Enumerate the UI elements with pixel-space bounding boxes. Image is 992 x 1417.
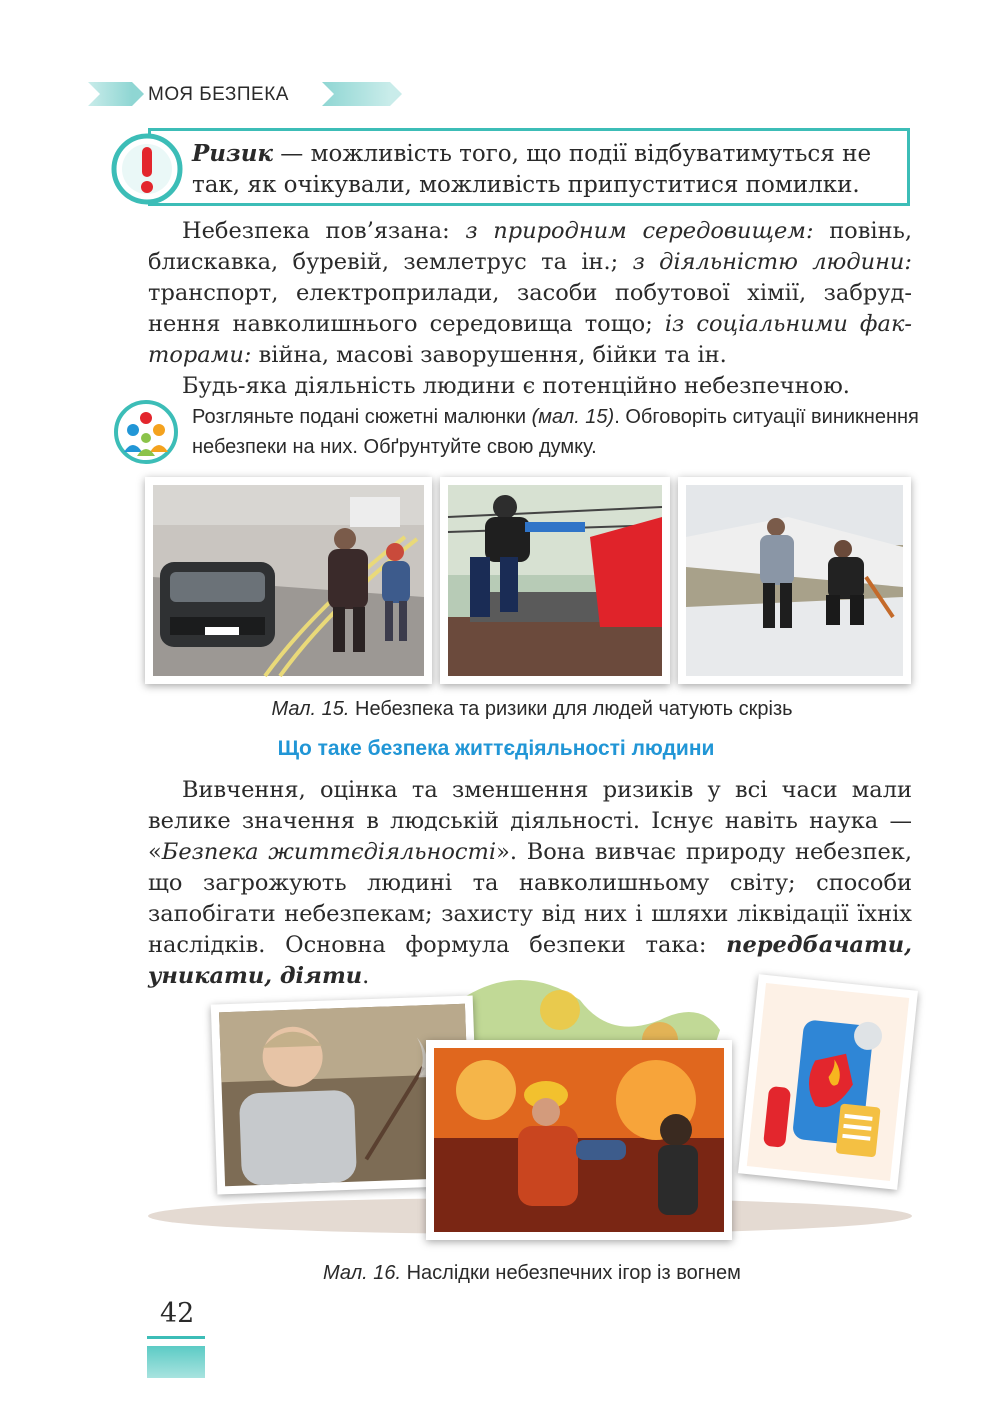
paragraph-dangers (148, 216, 912, 402)
page-number-decor (147, 1346, 205, 1378)
text-italic: з природним середовищем: (465, 218, 814, 244)
text-italic: з діяльністю людини: (632, 249, 912, 275)
text-run: війна, масові заворушення, бійки та ін. (251, 342, 727, 368)
text-italic: із соціальними факторами: (148, 311, 912, 368)
caption-text: Небезпека та ризики для людей чатують скрізь (349, 698, 793, 720)
text-run: Небезпека пов’язана: (182, 218, 466, 244)
group-discussion-icon (114, 400, 178, 464)
photo-road-crossing (145, 477, 432, 684)
section-heading: Що таке безпека життєдіяльності людини (277, 737, 715, 760)
figure-16-caption (0, 1262, 992, 1285)
photo-ice-floe (678, 477, 911, 684)
text-run: ». Вона вивчає природу небезпек, що загрожують людині та навколишньому світу; способи запобігати небезпекам; захисту від них і шляхи ліквідації їхніх наслідків. Основна формула безпеки така: (148, 839, 912, 958)
text-run: повінь, блискавка, буревій, землетрус та ін.; (148, 218, 912, 275)
definition-text (192, 138, 904, 201)
task-text (192, 402, 922, 462)
section-title: МОЯ БЕЗПЕКА (148, 84, 289, 105)
text-run: Вивчення, оцінка та зменшення ризиків у всі часи мали велике значення в людській діяльності. Існує навіть наука — « (148, 777, 912, 865)
figure-label: Мал. 16. (323, 1262, 402, 1284)
text-run: Будь-яка діяльність людини є потенційно небезпечною. (182, 373, 850, 399)
definition-term: Ризик (192, 140, 273, 167)
text-run: Розгляньте подані сюжетні малюнки (192, 406, 532, 428)
illustration-fire-safety (738, 974, 918, 1190)
figure-label: Мал. 15. (271, 698, 350, 720)
page-number-rule (147, 1336, 205, 1339)
header-decor-left (88, 82, 132, 106)
header-decor-right (322, 82, 390, 106)
text-run: . (362, 963, 370, 989)
text-italic: Безпека життєдіяльності (161, 839, 497, 865)
caption-text: Наслідки небезпечних ігор із вогнем (401, 1262, 741, 1284)
photo-train-climber (440, 477, 670, 684)
definition-body: — можливість того, що події відбуватимуться не так, як очікували, можливість припуститися помилки. (192, 141, 872, 198)
photo-firefighter-rescue (426, 1040, 732, 1240)
text-bold-italic: передбачати, уникати, діяти (148, 932, 912, 989)
paragraph-life-safety (148, 775, 912, 992)
text-run: . Обговоріть ситуації виникнення небезпеки на них. Обґрунтуйте свою думку. (192, 406, 919, 458)
figure-ref: (мал. 15) (531, 406, 615, 428)
page-number: 42 (160, 1298, 195, 1329)
exclamation-icon (111, 133, 183, 205)
text-run: транспорт, електроприлади, засоби побутової хімії, забруднення навколишнього середовища тощо; (148, 280, 912, 337)
figure-15-caption (0, 698, 992, 721)
